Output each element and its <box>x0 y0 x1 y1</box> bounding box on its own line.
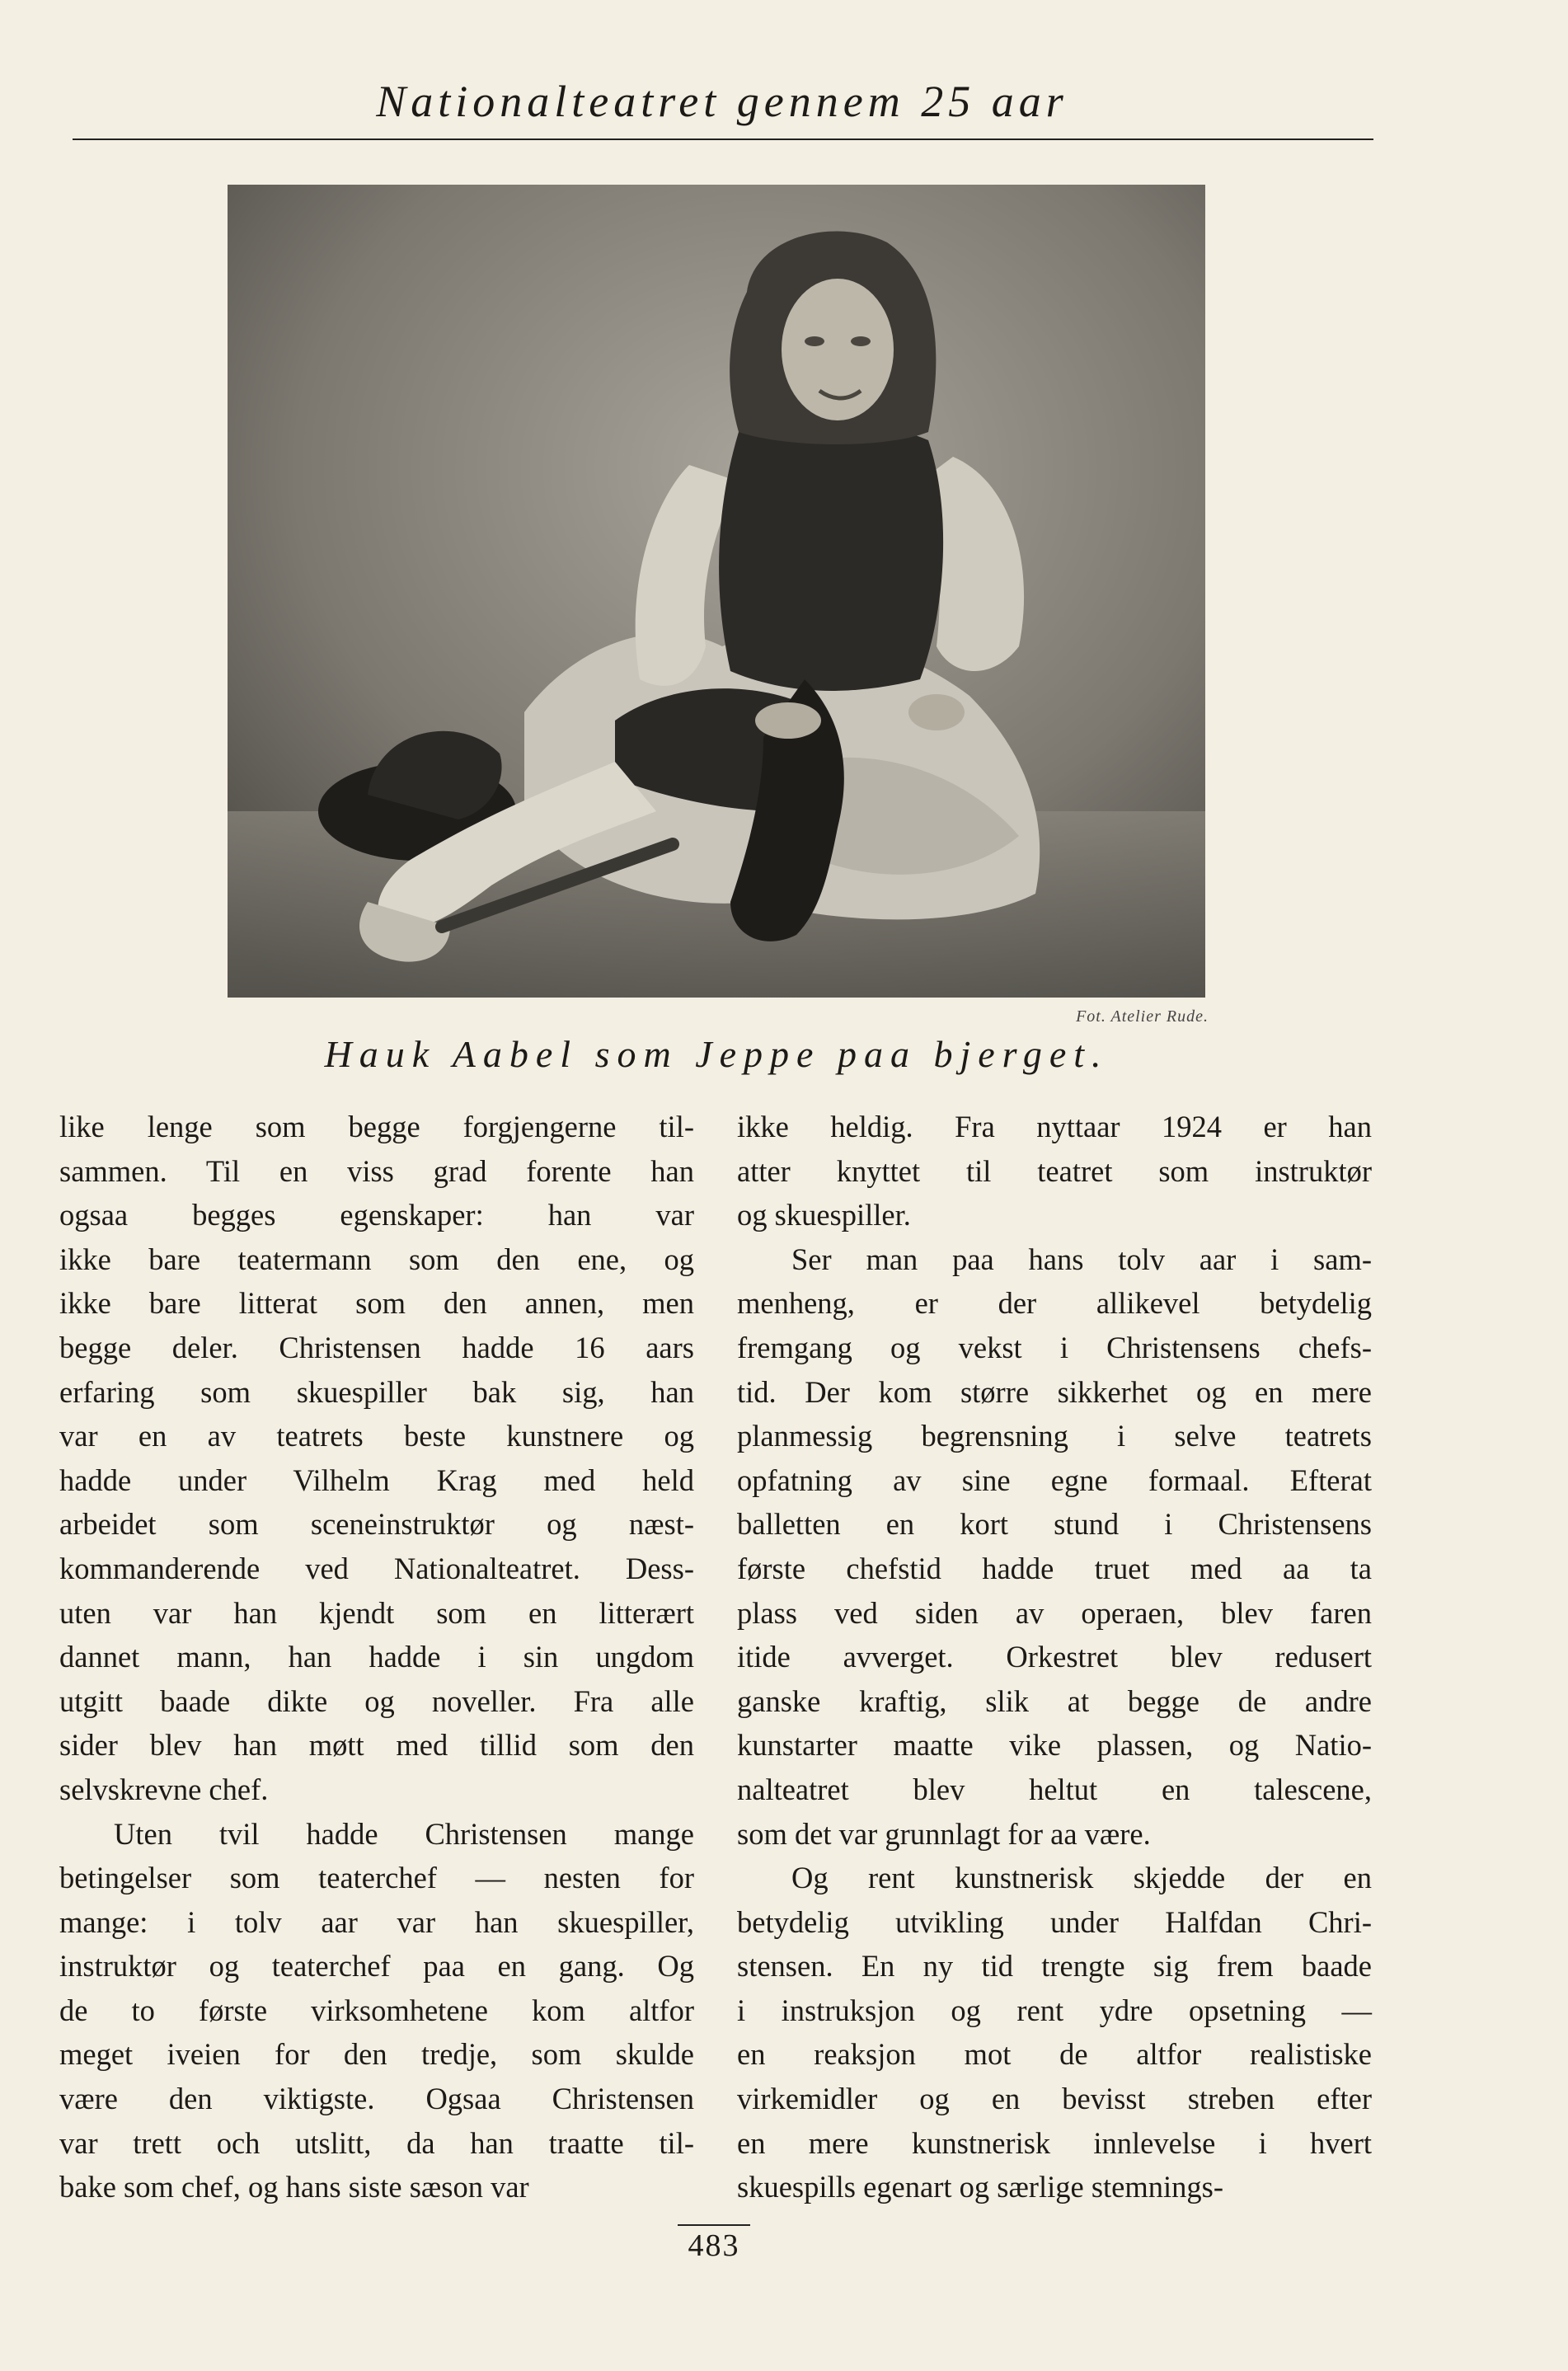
text-line: en mere kunstnerisk innlevelse i hvert <box>737 2125 1372 2160</box>
photo-caption: Hauk Aabel som Jeppe paa bjerget. <box>324 1033 1109 1075</box>
text-line: og skuespiller. <box>737 1198 911 1232</box>
text-line: ogsaa begges egenskaper: han var <box>59 1198 694 1232</box>
text-line: betingelser som teaterchef — nesten for <box>59 1861 694 1895</box>
text-line: Uten tvil hadde Christensen mange <box>114 1816 694 1851</box>
text-line: arbeidet som sceneinstruktør og næst- <box>59 1507 694 1542</box>
text-line: stensen. En ny tid trengte sig frem baade <box>737 1949 1372 1984</box>
text-line: balletten en kort stund i Christensens <box>737 1507 1372 1542</box>
text-line: en reaksjon mot de altfor realistiske <box>737 2037 1372 2072</box>
text-line: erfaring som skuespiller bak sig, han <box>59 1374 694 1409</box>
text-line: meget iveien for den tredje, som skulde <box>59 2037 694 2072</box>
text-line: opfatning av sine egne formaal. Efterat <box>737 1463 1372 1497</box>
text-line: var trett och utslitt, da han traatte til- <box>59 2125 694 2160</box>
text-line: i instruksjon og rent ydre opsetning — <box>737 1993 1372 2027</box>
text-line: begge deler. Christensen hadde 16 aars <box>59 1330 694 1364</box>
text-line: mange: i tolv aar var han skuespiller, <box>59 1904 694 1939</box>
text-line: kommanderende ved Nationalteatret. Dess- <box>59 1551 694 1585</box>
text-line: kunstarter maatte vike plassen, og Natio- <box>737 1728 1372 1763</box>
photo-actor-seated <box>228 185 1205 998</box>
text-line: Ser man paa hans tolv aar i sam- <box>791 1242 1372 1276</box>
text-line: som det var grunnlagt for aa være. <box>737 1816 1151 1851</box>
text-line: atter knyttet til teatret som instruktør <box>737 1153 1372 1188</box>
running-head: Nationalteatret gennem 25 aar <box>376 77 1068 126</box>
text-line: første chefstid hadde truet med aa ta <box>737 1551 1372 1585</box>
text-line: uten var han kjendt som en litterært <box>59 1595 694 1630</box>
header-rule <box>73 139 1373 140</box>
text-line: sammen. Til en viss grad forente han <box>59 1153 694 1188</box>
page-number: 483 <box>688 2228 740 2263</box>
text-line: betydelig utvikling under Halfdan Chri- <box>737 1904 1372 1939</box>
text-line: instruktør og teaterchef paa en gang. Og <box>59 1949 694 1984</box>
text-line: var en av teatrets beste kunstnere og <box>59 1419 694 1453</box>
text-line: itide avverget. Orkestret blev redusert <box>737 1640 1372 1674</box>
text-line: sider blev han møtt med tillid som den <box>59 1728 694 1763</box>
text-line: nalteatret blev heltut en talescene, <box>737 1772 1372 1806</box>
text-line: fremgang og vekst i Christensens chefs- <box>737 1330 1372 1364</box>
text-line: utgitt baade dikte og noveller. Fra alle <box>59 1683 694 1718</box>
text-line: hadde under Vilhelm Krag med held <box>59 1463 694 1497</box>
text-line: Og rent kunstnerisk skjedde der en <box>791 1861 1372 1895</box>
text-line: tid. Der kom større sikkerhet og en mere <box>737 1374 1372 1409</box>
text-line: like lenge som begge forgjengerne til- <box>59 1110 694 1143</box>
text-column-left <box>59 1105 694 2209</box>
text-column-right <box>737 1105 1372 2209</box>
text-line: være den viktigste. Ogsaa Christensen <box>59 2082 694 2116</box>
text-line: bake som chef, og hans siste sæson var <box>59 2170 529 2204</box>
photograph-image <box>228 185 1205 998</box>
text-line: planmessig begrensning i selve teatrets <box>737 1419 1372 1453</box>
text-line: dannet mann, han hadde i sin ungdom <box>59 1640 694 1674</box>
text-line: ikke bare litterat som den annen, men <box>59 1286 694 1321</box>
text-line: selvskrevne chef. <box>59 1772 269 1806</box>
text-line: ikke bare teatermann som den ene, og <box>59 1242 694 1276</box>
text-line: ganske kraftig, slik at begge de andre <box>737 1683 1372 1718</box>
text-line: ikke heldig. Fra nyttaar 1924 er han <box>737 1110 1372 1143</box>
page-number-rule <box>678 2224 750 2226</box>
text-line: plass ved siden av operaen, blev faren <box>737 1595 1372 1630</box>
text-line: virkemidler og en bevisst streben efter <box>737 2082 1372 2116</box>
text-line: menheng, er der allikevel betydelig <box>737 1286 1372 1321</box>
photo-credit: Fot. Atelier Rude. <box>1076 1007 1209 1026</box>
text-line: de to første virksomhetene kom altfor <box>59 1993 694 2027</box>
text-line: skuespills egenart og særlige stemnings- <box>737 2170 1224 2204</box>
